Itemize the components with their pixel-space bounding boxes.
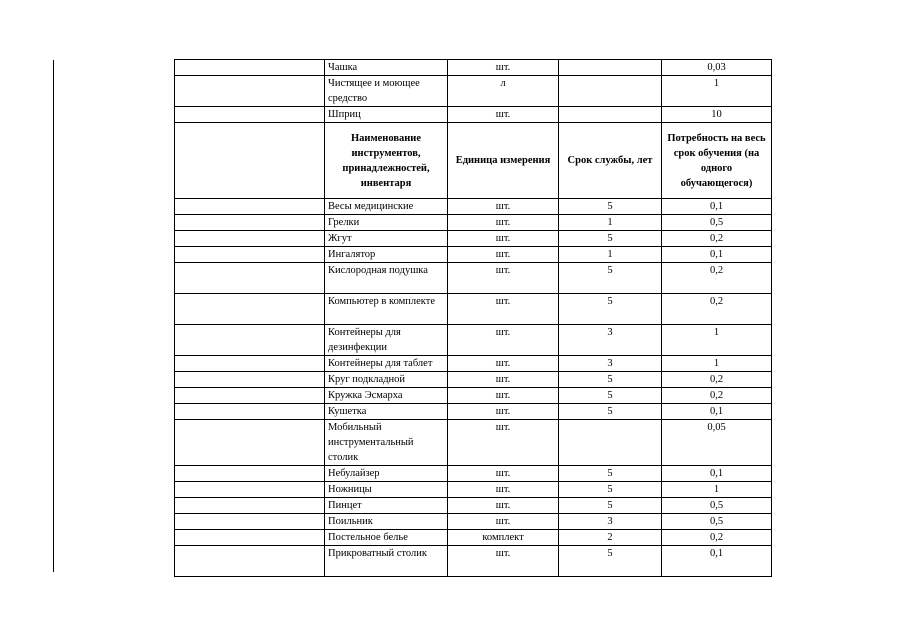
item-name-cell: Постельное белье [325,530,448,546]
unit-cell: шт. [448,498,559,514]
need-cell: 0,1 [662,546,772,577]
service-life-cell: 5 [559,388,662,404]
need-cell: 0,1 [662,404,772,420]
header-unit: Единица измерения [448,123,559,199]
item-name-cell: Прикроватный столик [325,546,448,577]
row-blank-cell [175,482,325,498]
service-life-cell: 5 [559,466,662,482]
unit-cell: шт. [448,420,559,466]
service-life-cell: 3 [559,356,662,372]
item-name-cell: Контейнеры для таблет [325,356,448,372]
service-life-cell: 5 [559,546,662,577]
equipment-table [174,59,772,577]
item-name-cell: Чашка [325,60,448,76]
need-cell: 0,1 [662,247,772,263]
item-name-cell: Кислородная подушка [325,263,448,294]
need-cell: 1 [662,356,772,372]
item-name-cell: Ингалятор [325,247,448,263]
service-life-cell: 2 [559,530,662,546]
service-life-cell: 1 [559,215,662,231]
service-life-cell: 5 [559,231,662,247]
need-cell: 0,2 [662,294,772,325]
row-blank-cell [175,404,325,420]
table-row [175,420,772,466]
row-blank-cell [175,420,325,466]
header-blank-cell [175,123,325,199]
service-life-cell [559,420,662,466]
table-row [175,498,772,514]
item-name-cell: Ножницы [325,482,448,498]
service-life-cell [559,76,662,107]
service-life-cell: 3 [559,325,662,356]
item-name-cell: Кружка Эсмарха [325,388,448,404]
row-blank-cell [175,247,325,263]
service-life-cell: 5 [559,482,662,498]
row-blank-cell [175,294,325,325]
unit-cell: шт. [448,388,559,404]
table-row [175,294,772,325]
row-blank-cell [175,466,325,482]
need-cell: 0,1 [662,466,772,482]
need-cell: 0,5 [662,514,772,530]
unit-cell: л [448,76,559,107]
table-row [175,514,772,530]
need-cell: 1 [662,76,772,107]
unit-cell: шт. [448,107,559,123]
table-row [175,107,772,123]
item-name-cell: Шприц [325,107,448,123]
need-cell: 0,2 [662,530,772,546]
row-blank-cell [175,231,325,247]
page-margin-line [53,60,54,572]
row-blank-cell [175,263,325,294]
item-name-cell: Жгут [325,231,448,247]
row-blank-cell [175,372,325,388]
need-cell: 0,5 [662,215,772,231]
unit-cell: шт. [448,546,559,577]
row-blank-cell [175,514,325,530]
row-blank-cell [175,388,325,404]
need-cell: 0,2 [662,372,772,388]
table-row [175,76,772,107]
unit-cell: комплект [448,530,559,546]
service-life-cell [559,60,662,76]
item-name-cell: Кушетка [325,404,448,420]
need-cell: 1 [662,325,772,356]
header-need: Потребность на весь срок обучения (на одного обучающегося) [662,123,772,199]
need-cell: 0,2 [662,231,772,247]
service-life-cell: 5 [559,199,662,215]
row-blank-cell [175,356,325,372]
row-blank-cell [175,76,325,107]
unit-cell: шт. [448,247,559,263]
header-life: Срок службы, лет [559,123,662,199]
service-life-cell: 5 [559,263,662,294]
service-life-cell: 5 [559,294,662,325]
unit-cell: шт. [448,482,559,498]
need-cell: 0,1 [662,199,772,215]
item-name-cell: Поильник [325,514,448,530]
table-row [175,60,772,76]
table-row [175,199,772,215]
service-life-cell: 3 [559,514,662,530]
table-header-row [175,123,772,199]
row-blank-cell [175,498,325,514]
table-row [175,325,772,356]
row-blank-cell [175,546,325,577]
item-name-cell: Мобильный инструментальный столик [325,420,448,466]
table-row [175,215,772,231]
table-row [175,247,772,263]
need-cell: 0,05 [662,420,772,466]
item-name-cell: Контейнеры для дезинфекции [325,325,448,356]
item-name-cell: Небулайзер [325,466,448,482]
service-life-cell: 5 [559,372,662,388]
item-name-cell: Круг подкладной [325,372,448,388]
service-life-cell: 5 [559,498,662,514]
need-cell: 0,03 [662,60,772,76]
unit-cell: шт. [448,294,559,325]
table-row [175,546,772,577]
unit-cell: шт. [448,60,559,76]
row-blank-cell [175,199,325,215]
table-row [175,466,772,482]
table-row [175,372,772,388]
unit-cell: шт. [448,466,559,482]
table-row [175,404,772,420]
need-cell: 10 [662,107,772,123]
unit-cell: шт. [448,231,559,247]
row-blank-cell [175,215,325,231]
table-row [175,530,772,546]
item-name-cell: Компьютер в комплекте [325,294,448,325]
table-row [175,482,772,498]
item-name-cell: Грелки [325,215,448,231]
unit-cell: шт. [448,404,559,420]
row-blank-cell [175,325,325,356]
item-name-cell: Пинцет [325,498,448,514]
service-life-cell: 5 [559,404,662,420]
table-row [175,263,772,294]
unit-cell: шт. [448,514,559,530]
need-cell: 0,2 [662,263,772,294]
need-cell: 1 [662,482,772,498]
header-name: Наименование инструментов, принадлежностей, инвентаря [325,123,448,199]
unit-cell: шт. [448,356,559,372]
service-life-cell: 1 [559,247,662,263]
row-blank-cell [175,60,325,76]
item-name-cell: Весы медицинские [325,199,448,215]
row-blank-cell [175,107,325,123]
unit-cell: шт. [448,215,559,231]
unit-cell: шт. [448,199,559,215]
row-blank-cell [175,530,325,546]
need-cell: 0,2 [662,388,772,404]
table-row [175,388,772,404]
unit-cell: шт. [448,263,559,294]
unit-cell: шт. [448,325,559,356]
table-row [175,231,772,247]
service-life-cell [559,107,662,123]
need-cell: 0,5 [662,498,772,514]
unit-cell: шт. [448,372,559,388]
item-name-cell: Чистящее и моющее средство [325,76,448,107]
table-row [175,356,772,372]
